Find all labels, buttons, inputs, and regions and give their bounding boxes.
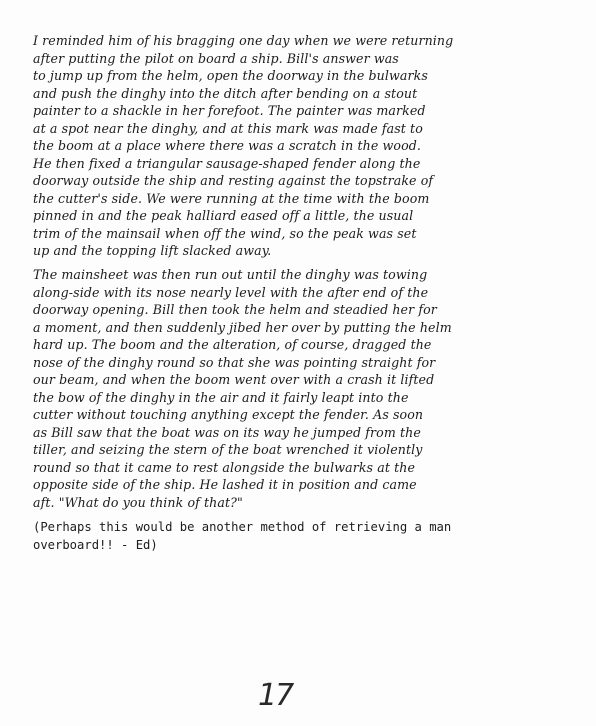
text-line: and push the dinghy into the ditch after bending on a stout (33, 85, 418, 101)
text-line: overboard!! - Ed) (33, 538, 158, 552)
paragraph-2 (33, 266, 568, 511)
text-line: our beam, and when the boom went over with a crash it lifted (33, 372, 435, 387)
text-line: doorway outside the ship and resting against the topstrake of (33, 173, 434, 188)
text-line: hard up. The boom and the alteration, of course, dragged the (33, 337, 432, 352)
text-line: a moment, and then suddenly jibed her over by putting the helm (33, 319, 452, 335)
text-line: at a spot near the dinghy, and at this mark was made fast to (33, 120, 423, 136)
text-line: cutter without touching anything except the fender. As soon (33, 407, 424, 422)
text-line: up and the topping lift slacked away. (33, 243, 272, 258)
text-line: opposite side of the ship. He lashed it in position and came (33, 477, 417, 492)
text-line: after putting the pilot on board a ship. Bill's answer was (33, 50, 399, 66)
text-line: round so that it came to rest alongside the bulwarks at the (33, 459, 416, 475)
text-line: He then fixed a triangular sausage-shaped fender along the (33, 155, 421, 171)
text-line: tiller, and seizing the stern of the boat wrenched it violently (33, 442, 423, 457)
text-line: to jump up from the helm, open the doorway in the bulwarks (33, 68, 428, 83)
text-line: painter to a shackle in her forefoot. The painter was marked (33, 103, 426, 118)
text-line: The mainsheet was then run out until the dinghy was towing (33, 267, 428, 282)
text-line: the boom at a place where there was a scratch in the wood. (33, 138, 422, 153)
text-line: as Bill saw that the boat was on its way he jumped from the (33, 424, 421, 440)
editor-note (33, 518, 451, 554)
text-line: I reminded him of his bragging one day when we were returning (33, 33, 454, 48)
page-number: 17 (258, 678, 293, 713)
text-line: doorway opening. Bill then took the helm and steadied her for (33, 302, 437, 317)
text-line: along-side with its nose nearly level with the after end of the (33, 284, 429, 300)
text-line: pinned in and the peak halliard eased off a little, the usual (33, 208, 414, 223)
text-line: nose of the dinghy round so that she was pointing straight for (33, 354, 436, 370)
paragraph-1 (33, 32, 568, 260)
text-line: the bow of the dinghy in the air and it fairly leapt into the (33, 389, 409, 405)
text-line: the cutter's side. We were running at the time with the boom (33, 190, 430, 206)
text-line: aft. "What do you think of that?" (33, 494, 243, 510)
text-line: trim of the mainsail when off the wind, so the peak was set (33, 225, 417, 241)
text-line: (Perhaps this would be another method of retrieving a man (33, 520, 452, 534)
